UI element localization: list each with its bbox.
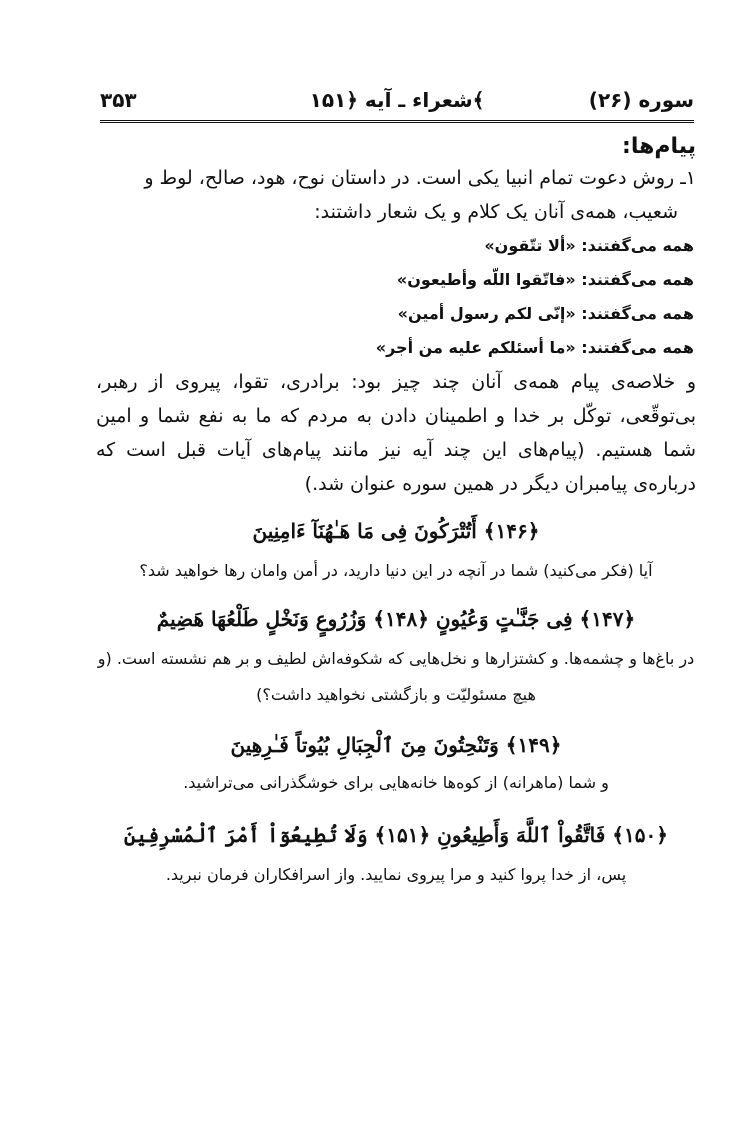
messages-heading: پیام‌ها: [622, 134, 696, 159]
quote-line: همه می‌گفتند: «إنّی لکم رسول أمین» [397, 304, 694, 323]
header-surah-verse: شعراء ـ آیه ﴿۱۵۱﴾ [309, 88, 485, 112]
verse-147-148-translation: در باغ‌ها و چشمه‌ها. و کشتزارها و نخل‌هایی که شکوفه‌اش لطیف و بر هم نشسته است. (و هیچ مسئولیّت و بازگشتی نخواهید داشت؟) [97, 649, 695, 704]
verse-150-151-translation: پس، از خدا پروا کنید و مرا پیروی نمایید. واز اسرافکاران فرمان نبرید. [165, 865, 627, 884]
verse-149-arabic: ﴿۱۴۹﴾ وَتَنْحِتُونَ مِنَ ٱلْجِبَالِ بُیُوتاً فَـٰرِهِینَ [230, 733, 562, 757]
quote-line: همه می‌گفتند: «ما أسئلکم علیه من أجر» [375, 338, 694, 357]
page-header [100, 86, 694, 123]
messages-intro-line-1: ۱ـ روش دعوت تمام انبیا یکی است. در داستان نوح، هود، صالح، لوط و [144, 167, 696, 189]
page-body [96, 128, 696, 893]
verse-147-148-arabic: ﴿۱۴۷﴾ فِی جَنَّـٰتٍ وَعُیُونٍ ﴿۱۴۸﴾ وَزُرُوعٍ وَنَخْلٍ طَلْعُهَا هَضِیمٌ [156, 607, 636, 631]
quote-line: همه می‌گفتند: «ألا تتّقون» [484, 236, 694, 255]
messages-summary: و خلاصه‌ی پیام همه‌ی آنان چند چیز بود: برادری، تقوا، پیروی از رهبر، بی‌توقّعی، توکّل بر خدا و اطمینان دادن به مردم که ما به نفع شما و امین شما هستیم. (پیام‌های این چند آیه نیز مانند پیام‌های آیات قبل است که درباره‌ی پیامبران دیگر در همین سوره عنوان شد.) [96, 371, 696, 495]
verse-146-arabic: ﴿۱۴۶﴾ أَتُتْرَكُونَ فِی مَا هَـٰهُنَآ ءَامِنِینَ [252, 519, 540, 543]
verse-149-translation: و شما (ماهرانه) از کوه‌ها خانه‌هایی برای خوشگذرانی می‌تراشید. [183, 773, 609, 792]
verse-150-151-arabic: ﴿۱۵۰﴾ فَاتَّقُواْ ٱللَّهَ وَأَطِیعُونِ ﴿۱۵۱﴾ وَلَا تُطِیعُوٓاْ أَمْرَ ٱلْمُسْرِفِینَ [124, 823, 668, 847]
header-surah: سوره (۲۶) [588, 88, 694, 112]
verse-146-translation: آیا (فکر می‌کنید) شما در آنچه در این دنیا دارید، در أمن وامان رها خواهید شد؟ [139, 561, 653, 580]
page-number: ۳۵۳ [100, 88, 137, 112]
messages-intro-line-2: شعیب، همه‌ی آنان یک کلام و یک شعار داشتند: [314, 201, 678, 223]
quote-line: همه می‌گفتند: «فاتّقوا اللّه وأطیعون» [396, 270, 694, 289]
